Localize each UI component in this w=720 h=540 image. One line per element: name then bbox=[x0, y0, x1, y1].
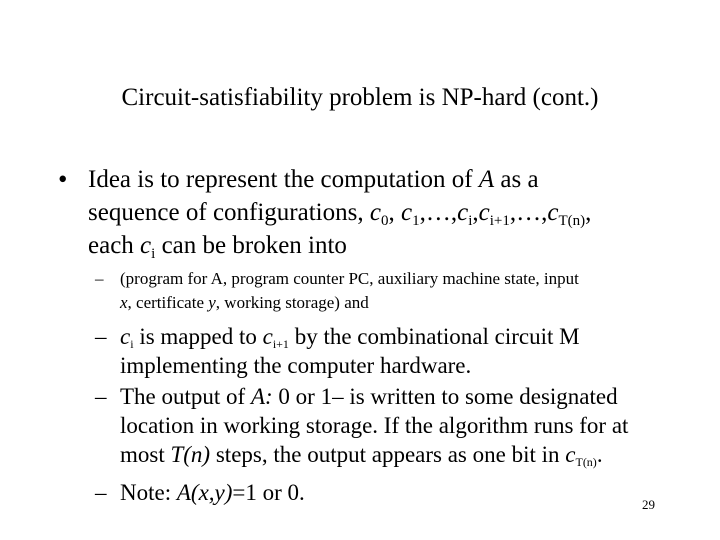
slide: Circuit-satisfiability problem is NP-hard (cont.) • Idea is to represent the computation of A as a sequence of configurations, $c_0$, $c_1,\dots,c_i,c_{i+1},\dots,c_{T(n)}$, each $c_i$ can be broken into – (program for A, program counter PC, auxiliary machine state, input x, certificate y, working storage) and – ci is mapped to ci+1 by the combinational circuit M implementing the computer hardware. – The output of A: 0 or 1– is written to some designated location in working storage. If the algorithm runs for at most T(n) steps, the output appears as one bit in cT(n). – Note: A(x,y)=1 or 0. 29 bbox=[0, 0, 720, 540]
dash-marker: – bbox=[95, 324, 107, 349]
page-number: 29 bbox=[642, 497, 655, 512]
dash-marker: – bbox=[95, 269, 104, 288]
bullet-marker: • bbox=[58, 164, 68, 194]
bullet-line-2: sequence of configurations, $c_0$, $c_1,\dots,c_i,c_{i+1},\dots,c_{T(n)}$, bbox=[88, 199, 592, 229]
dash-marker: – bbox=[95, 480, 107, 505]
bullet-line-3: each $c_i$ can be broken into bbox=[88, 232, 347, 262]
bullet-line-1: Idea is to represent the computation of A as a bbox=[88, 166, 539, 193]
slide-title: Circuit-satisfiability problem is NP-hard (cont.) bbox=[121, 84, 599, 111]
main-bullet-text bbox=[88, 163, 713, 262]
dash-marker: – bbox=[95, 384, 107, 409]
